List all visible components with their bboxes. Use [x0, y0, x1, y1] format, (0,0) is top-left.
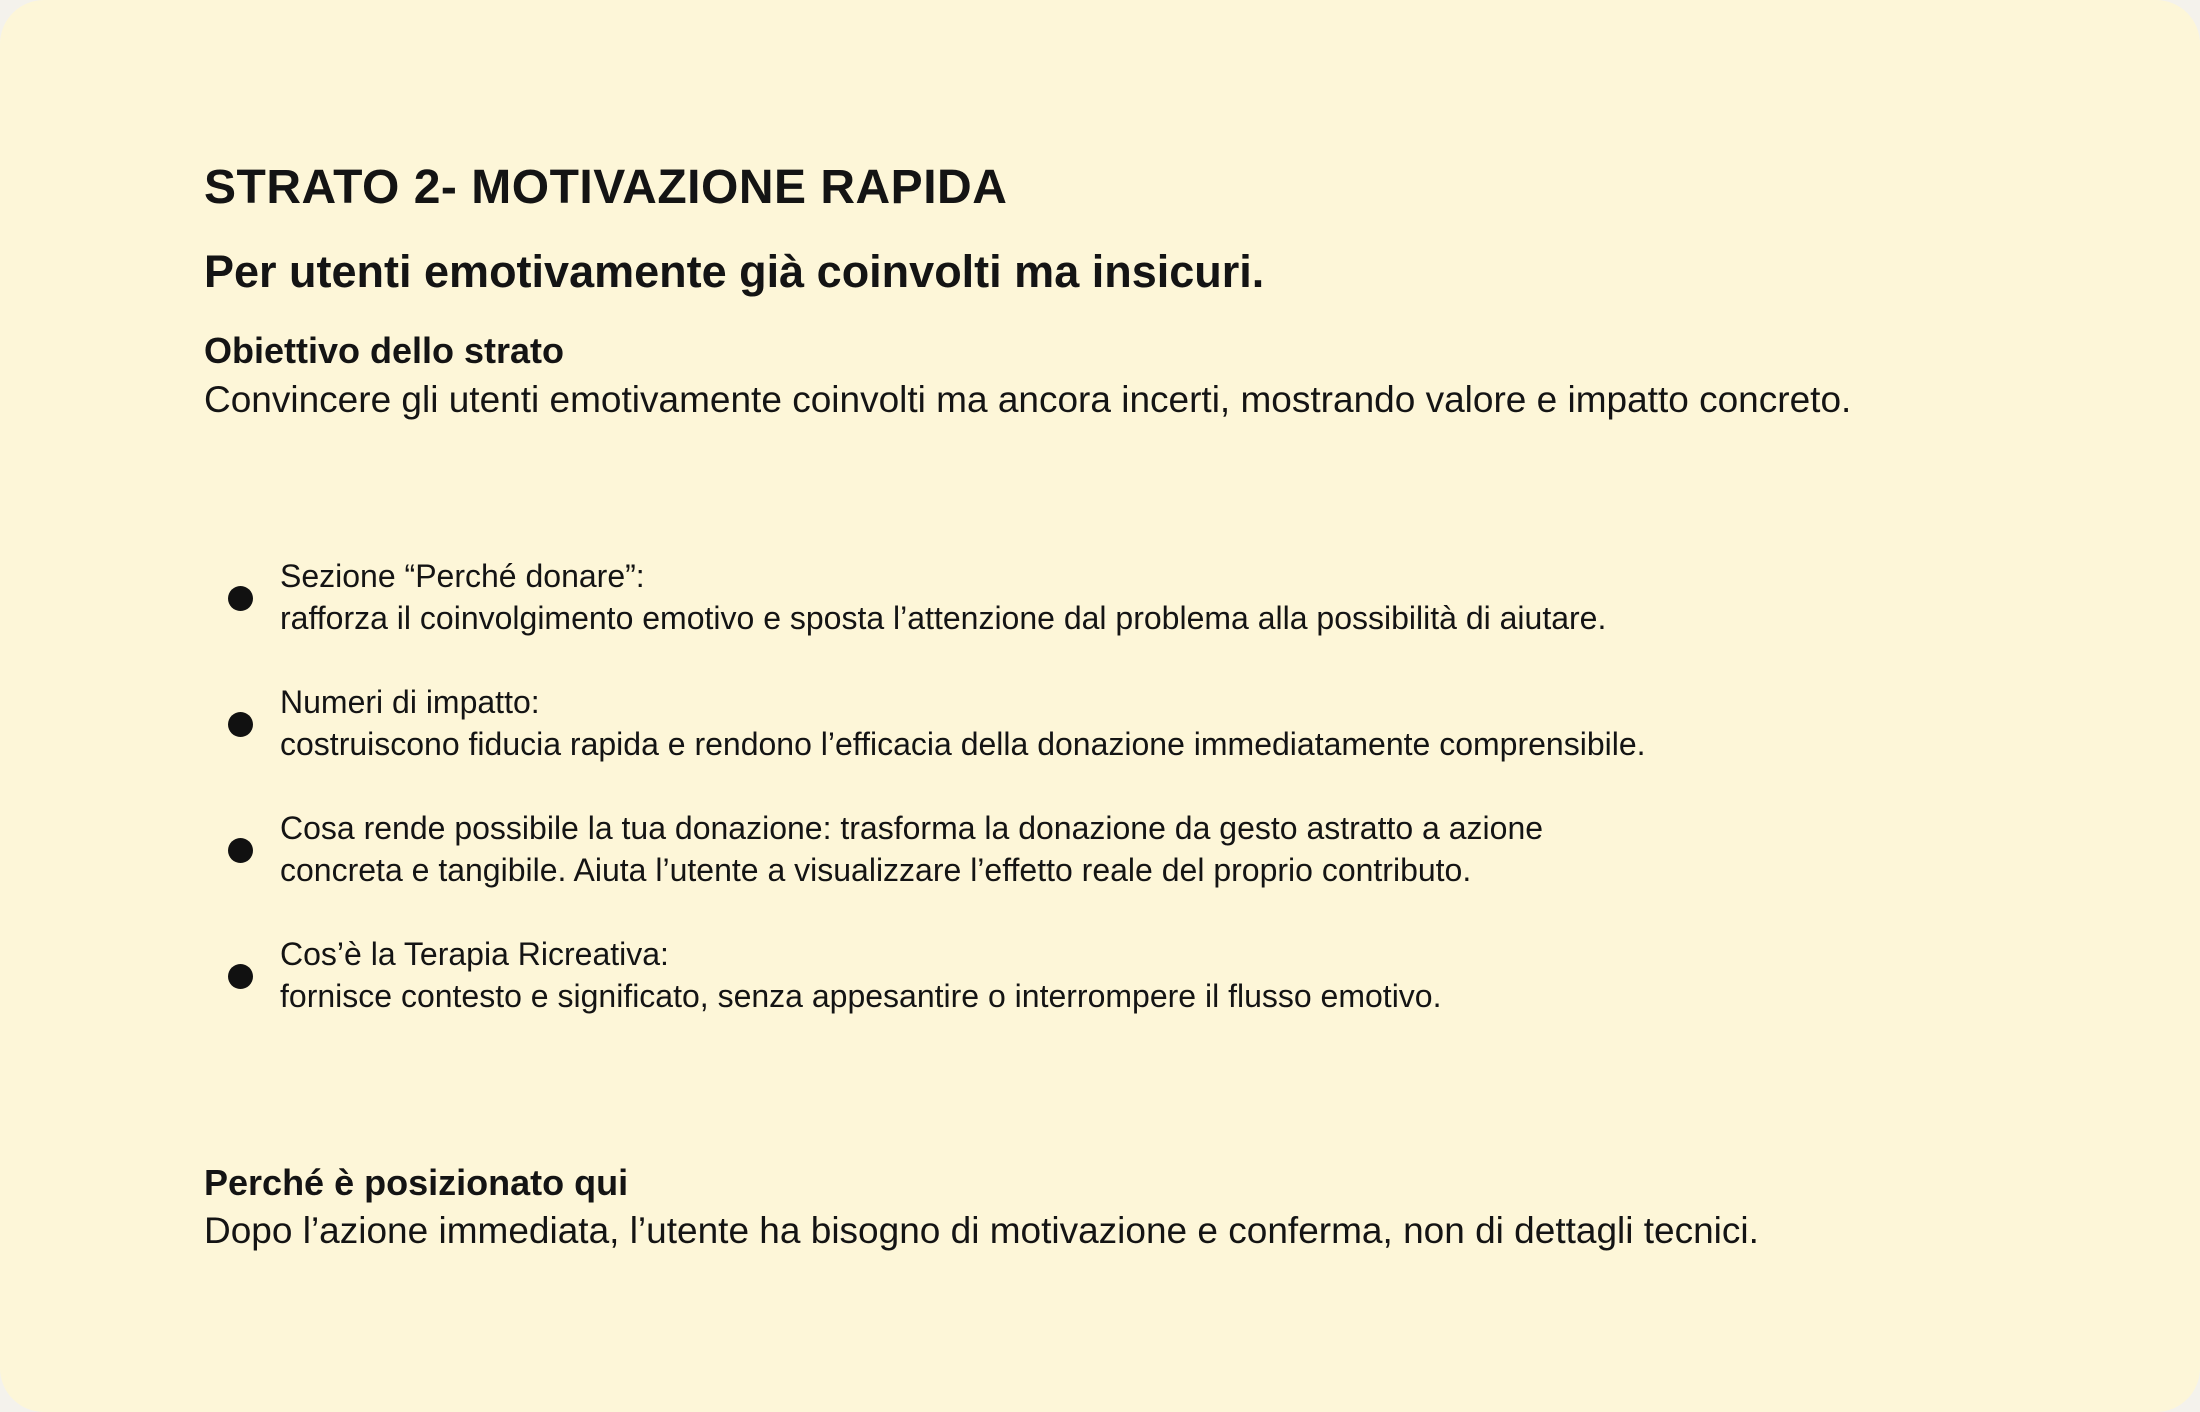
list-item-description: fornisce contesto e significato, senza appesantire o interrompere il flusso emotivo. [280, 978, 1442, 1014]
bullet-icon [228, 586, 253, 611]
list-item-label: Sezione “Perché donare”: [280, 558, 645, 594]
bullet-icon [228, 838, 253, 863]
goal-heading: Obiettivo dello strato [204, 330, 565, 371]
list-item-label: Cos’è la Terapia Ricreativa: [280, 936, 669, 972]
placement-text: Dopo l’azione immediata, l’utente ha bisogno di motivazione e conferma, non di dettagli tecnici. [204, 1210, 1759, 1251]
bullet-icon [228, 712, 253, 737]
list-item-description: concreta e tangibile. Aiuta l’utente a visualizzare l’effetto reale del proprio contributo. [280, 852, 1472, 888]
list-item-text [280, 681, 1900, 765]
list-item-text [280, 933, 1900, 1017]
goal-text: Convincere gli utenti emotivamente coinvolti ma ancora incerti, mostrando valore e impatto concreto. [204, 379, 1852, 420]
bullet-icon [228, 964, 253, 989]
layer-subtitle: Per utenti emotivamente già coinvolti ma insicuri. [204, 246, 1265, 297]
placement-heading: Perché è posizionato qui [204, 1162, 629, 1203]
list-item-text [280, 807, 1900, 891]
list-item-text [280, 555, 1900, 639]
list-item-description: rafforza il coinvolgimento emotivo e sposta l’attenzione dal problema alla possibilità di aiutare. [280, 600, 1607, 636]
layer-title: STRATO 2- MOTIVAZIONE RAPIDA [204, 161, 1008, 214]
list-item-description: costruiscono fiducia rapida e rendono l’efficacia della donazione immediatamente comprensibile. [280, 726, 1646, 762]
list-item-label: Cosa rende possibile la tua donazione: trasforma la donazione da gesto astratto a azione [280, 810, 1544, 846]
list-item-label: Numeri di impatto: [280, 684, 540, 720]
